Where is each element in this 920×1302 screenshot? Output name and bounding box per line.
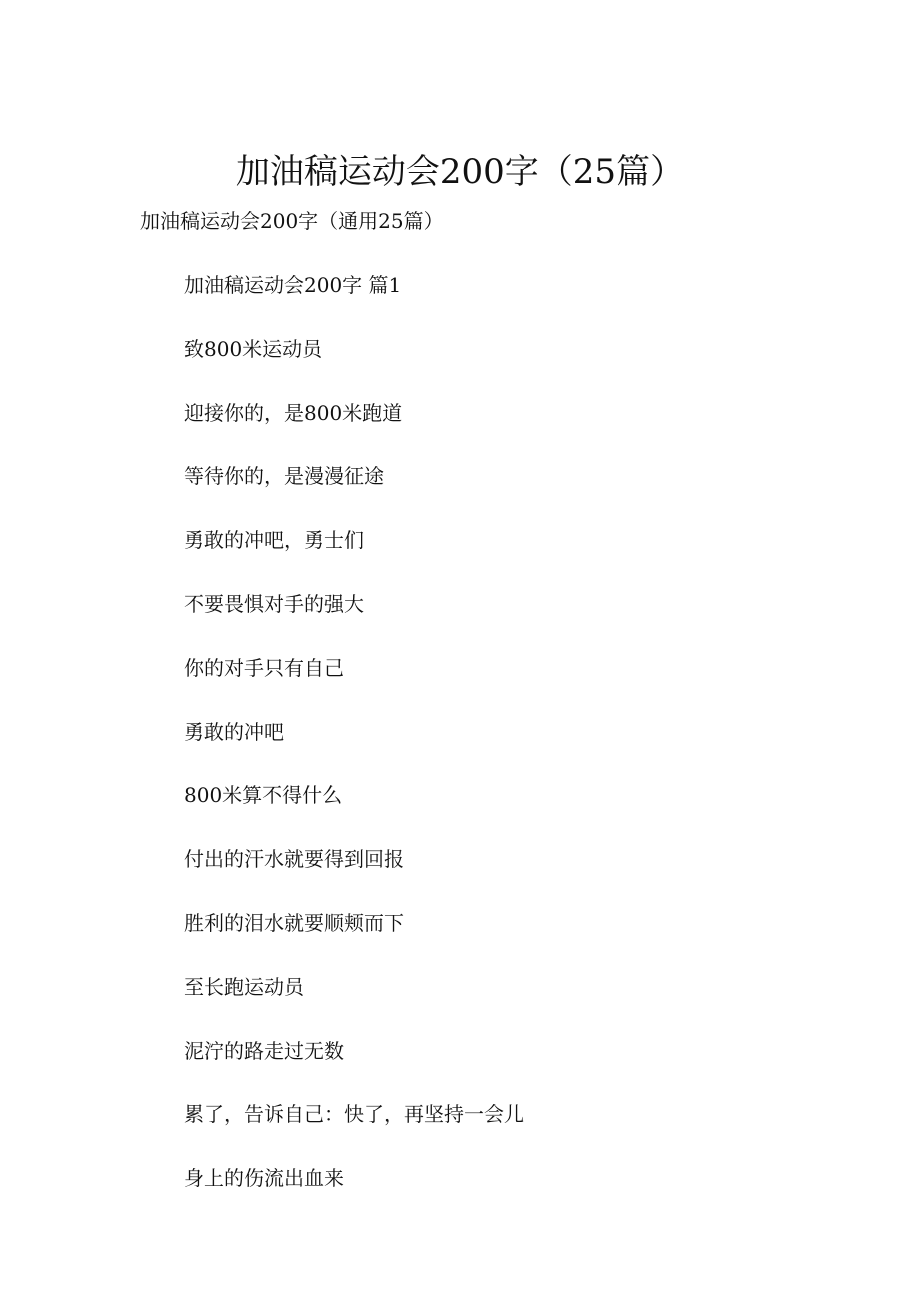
- poem-line: 付出的汗水就要得到回报: [184, 847, 404, 872]
- poem-line: 你的对手只有自己: [184, 655, 344, 680]
- document-subtitle: 加油稿运动会200字（通用25篇）: [140, 209, 444, 233]
- poem-lines: [184, 270, 524, 1227]
- document-title: 加油稿运动会200字（25篇）: [235, 152, 685, 192]
- poem-line: 累了，告诉自己：快了，再坚持一会儿: [184, 1102, 524, 1127]
- poem-line: 泥泞的路走过无数: [184, 1038, 344, 1063]
- poem-line: 身上的伤流出血来: [184, 1166, 344, 1191]
- poem-line: 勇敢的冲吧: [184, 719, 284, 744]
- poem-line: 致800米运动员: [184, 336, 323, 361]
- poem-line: 不要畏惧对手的强大: [184, 591, 364, 616]
- poem-line: 加油稿运动会200字 篇1: [184, 273, 402, 297]
- poem-line: 等待你的，是漫漫征途: [184, 464, 384, 489]
- poem-line: 迎接你的，是800米跑道: [184, 400, 403, 425]
- poem-line: 至长跑运动员: [184, 974, 304, 999]
- poem-line: 800米算不得什么: [184, 783, 343, 808]
- poem-line: 勇敢的冲吧，勇士们: [184, 528, 364, 553]
- poem-line: 胜利的泪水就要顺颊而下: [184, 910, 404, 935]
